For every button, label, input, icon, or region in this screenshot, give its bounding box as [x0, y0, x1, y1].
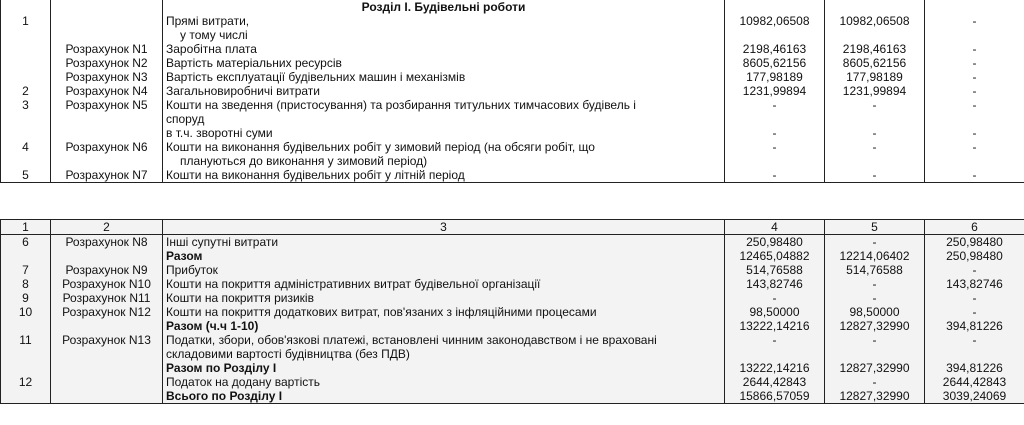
value-col-6: - — [925, 305, 1024, 319]
description-line: Податки, збори, обов'язкові платежі, встановлені чинним законодавством і не враховані — [166, 333, 657, 347]
value-col-6: - — [925, 84, 1024, 98]
value-col-6: - — [925, 333, 1024, 361]
value-col-4: 2198,46163 — [725, 42, 825, 56]
description-line: споруд — [166, 112, 205, 126]
table-row — [1, 375, 1024, 389]
value-col-4: - — [725, 333, 825, 361]
row-description — [163, 249, 725, 263]
header-col-3: 3 — [163, 220, 725, 235]
row-number — [1, 42, 51, 56]
value-col-5: 98,50000 — [825, 305, 925, 319]
row-number — [1, 70, 51, 84]
description-line: складовими вартості будівництва (без ПДВ) — [166, 347, 410, 361]
value-col-4: - — [725, 140, 825, 168]
description-line: в т.ч. зворотні суми — [166, 126, 273, 140]
value-col-4: 8605,62156 — [725, 56, 825, 70]
calculation-ref: Розрахунок N1 — [51, 42, 163, 56]
header-col-5: 5 — [825, 220, 925, 235]
value-col-5: - — [825, 126, 925, 140]
header-col-2: 2 — [51, 220, 163, 235]
description-line: Кошти на покриття ризиків — [166, 291, 314, 305]
row-number — [1, 56, 51, 70]
description-line: Всього по Розділу І — [166, 389, 283, 403]
description-line: Податок на додану вартість — [166, 375, 320, 389]
value-col-5: 12827,32990 — [825, 389, 925, 404]
row-number: 12 — [1, 375, 51, 389]
value-col-5: - — [825, 140, 925, 168]
description-line: Прибуток — [166, 263, 218, 277]
row-description — [163, 14, 725, 42]
description-line: Кошти на виконання будівельних робіт у літній період — [166, 168, 465, 182]
row-number: 8 — [1, 277, 51, 291]
value-col-6: - — [925, 56, 1024, 70]
calculation-ref: Розрахунок N7 — [51, 168, 163, 183]
table-row — [1, 361, 1024, 375]
table-row — [1, 263, 1024, 277]
value-col-4: - — [725, 98, 825, 126]
table-row — [1, 249, 1024, 263]
value-col-6: - — [925, 291, 1024, 305]
description-line: Кошти на виконання будівельних робіт у зимовий період (на обсяги робіт, що — [166, 140, 595, 154]
table-row — [1, 333, 1024, 361]
value-col-6: 3039,24069 — [925, 389, 1024, 404]
row-number: 3 — [1, 98, 51, 126]
row-description — [163, 56, 725, 70]
row-number — [1, 319, 51, 333]
row-number — [1, 249, 51, 263]
calculation-ref — [51, 249, 163, 263]
calculation-ref: Розрахунок N2 — [51, 56, 163, 70]
row-description — [163, 84, 725, 98]
value-col-5: - — [825, 277, 925, 291]
description-line: Кошти на покриття адміністративних витрат будівельної організації — [166, 277, 541, 291]
row-number: 5 — [1, 168, 51, 183]
row-description — [163, 235, 725, 250]
value-col-6: 394,81226 — [925, 361, 1024, 375]
description-line: Загальновиробничі витрати — [166, 84, 321, 98]
value-col-6: 250,98480 — [925, 249, 1024, 263]
description-line: Заробітна плата — [166, 42, 257, 56]
value-col-4: 2644,42843 — [725, 375, 825, 389]
table-row — [1, 126, 1024, 140]
calculation-ref: Розрахунок N12 — [51, 305, 163, 319]
value-col-5: - — [825, 291, 925, 305]
value-col-5: 514,76588 — [825, 263, 925, 277]
section-title: Розділ І. Будівельні роботи — [163, 0, 725, 14]
header-col-4: 4 — [725, 220, 825, 235]
value-col-5: - — [825, 333, 925, 361]
table-row — [1, 84, 1024, 98]
value-col-5: 2198,46163 — [825, 42, 925, 56]
value-col-5: - — [825, 375, 925, 389]
value-col-6: 143,82746 — [925, 277, 1024, 291]
value-col-5: 10982,06508 — [825, 14, 925, 42]
value-col-6: - — [925, 140, 1024, 168]
value-col-6: - — [925, 70, 1024, 84]
description-line: Прямі витрати, — [166, 14, 250, 28]
row-description — [163, 263, 725, 277]
value-col-6: - — [925, 98, 1024, 126]
value-col-5: 177,98189 — [825, 70, 925, 84]
section-1-table-top — [0, 0, 1024, 183]
calculation-ref — [51, 319, 163, 333]
value-col-4: 12465,04882 — [725, 249, 825, 263]
calculation-ref: Розрахунок N8 — [51, 235, 163, 250]
table-row — [1, 319, 1024, 333]
table-row — [1, 389, 1024, 404]
row-description — [163, 333, 725, 361]
row-description — [163, 291, 725, 305]
row-number — [1, 389, 51, 404]
value-col-4: 13222,14216 — [725, 319, 825, 333]
section-title-row — [1, 0, 1024, 14]
value-col-6: - — [925, 14, 1024, 42]
value-col-6: 250,98480 — [925, 235, 1024, 250]
row-description — [163, 70, 725, 84]
table-row — [1, 98, 1024, 126]
value-col-4: 250,98480 — [725, 235, 825, 250]
description-line: Разом — [166, 249, 203, 263]
row-description — [163, 389, 725, 404]
header-col-6: 6 — [925, 220, 1024, 235]
calculation-ref: Розрахунок N5 — [51, 98, 163, 126]
table-row — [1, 56, 1024, 70]
value-col-5: 12214,06402 — [825, 249, 925, 263]
value-col-5: 8605,62156 — [825, 56, 925, 70]
value-col-6: - — [925, 263, 1024, 277]
description-line: Інші супутні витрати — [166, 235, 279, 249]
row-number: 10 — [1, 305, 51, 319]
calculation-ref — [51, 126, 163, 140]
row-number: 7 — [1, 263, 51, 277]
column-number-header — [1, 220, 1024, 235]
value-col-4: 143,82746 — [725, 277, 825, 291]
description-line: Кошти на покриття додаткових витрат, пов'язаних з інфляційними процесами — [166, 305, 597, 319]
table-row — [1, 168, 1024, 183]
value-col-5: - — [825, 235, 925, 250]
value-col-5: - — [825, 168, 925, 183]
value-col-4: 1231,99894 — [725, 84, 825, 98]
row-number: 2 — [1, 84, 51, 98]
calculation-ref: Розрахунок N6 — [51, 140, 163, 168]
value-col-6: - — [925, 168, 1024, 183]
row-description — [163, 305, 725, 319]
value-col-5: 1231,99894 — [825, 84, 925, 98]
calculation-ref: Розрахунок N11 — [51, 291, 163, 305]
section-1-table-bottom — [0, 219, 1024, 404]
calculation-ref: Розрахунок N3 — [51, 70, 163, 84]
table-row — [1, 291, 1024, 305]
description-line: Разом (ч.ч 1-10) — [166, 319, 259, 333]
description-line: у тому числі — [180, 28, 248, 42]
value-col-6: 2644,42843 — [925, 375, 1024, 389]
value-col-5: 12827,32990 — [825, 319, 925, 333]
description-line: плануються до виконання у зимовий період) — [180, 154, 428, 168]
calculation-ref — [51, 375, 163, 389]
row-description — [163, 361, 725, 375]
calculation-ref: Розрахунок N10 — [51, 277, 163, 291]
table-row — [1, 70, 1024, 84]
header-col-1: 1 — [1, 220, 51, 235]
row-number: 1 — [1, 14, 51, 42]
row-number: 6 — [1, 235, 51, 250]
table-row — [1, 42, 1024, 56]
description-line: Вартість експлуатації будівельних машин і механізмів — [166, 70, 466, 84]
value-col-4: - — [725, 291, 825, 305]
calculation-ref — [51, 14, 163, 42]
row-number: 4 — [1, 140, 51, 168]
value-col-6: 394,81226 — [925, 319, 1024, 333]
value-col-4: 98,50000 — [725, 305, 825, 319]
row-number — [1, 126, 51, 140]
table-row — [1, 235, 1024, 250]
description-line: Вартість матеріальних ресурсів — [166, 56, 342, 70]
calculation-ref: Розрахунок N13 — [51, 333, 163, 361]
description-line: Кошти на зведення (пристосування) та розбирання титульних тимчасових будівель і — [166, 98, 636, 112]
row-number: 9 — [1, 291, 51, 305]
value-col-4: 514,76588 — [725, 263, 825, 277]
value-col-4: 177,98189 — [725, 70, 825, 84]
value-col-6: - — [925, 126, 1024, 140]
row-description — [163, 140, 725, 168]
table-row — [1, 14, 1024, 42]
row-description — [163, 375, 725, 389]
table-row — [1, 305, 1024, 319]
value-col-4: 10982,06508 — [725, 14, 825, 42]
value-col-4: 13222,14216 — [725, 361, 825, 375]
row-description — [163, 126, 725, 140]
row-number — [1, 361, 51, 375]
page-break-gap — [0, 207, 1024, 219]
table-row — [1, 140, 1024, 168]
row-description — [163, 168, 725, 183]
value-col-4: - — [725, 126, 825, 140]
value-col-4: - — [725, 168, 825, 183]
row-description — [163, 98, 725, 126]
value-col-5: 12827,32990 — [825, 361, 925, 375]
value-col-6: - — [925, 42, 1024, 56]
calculation-ref: Розрахунок N9 — [51, 263, 163, 277]
row-description — [163, 42, 725, 56]
value-col-5: - — [825, 98, 925, 126]
table-row — [1, 277, 1024, 291]
row-number: 11 — [1, 333, 51, 361]
description-line: Разом по Розділу І — [166, 361, 277, 375]
calculation-ref — [51, 361, 163, 375]
row-description — [163, 277, 725, 291]
calculation-ref — [51, 389, 163, 404]
calculation-ref: Розрахунок N4 — [51, 84, 163, 98]
value-col-4: 15866,57059 — [725, 389, 825, 404]
row-description — [163, 319, 725, 333]
